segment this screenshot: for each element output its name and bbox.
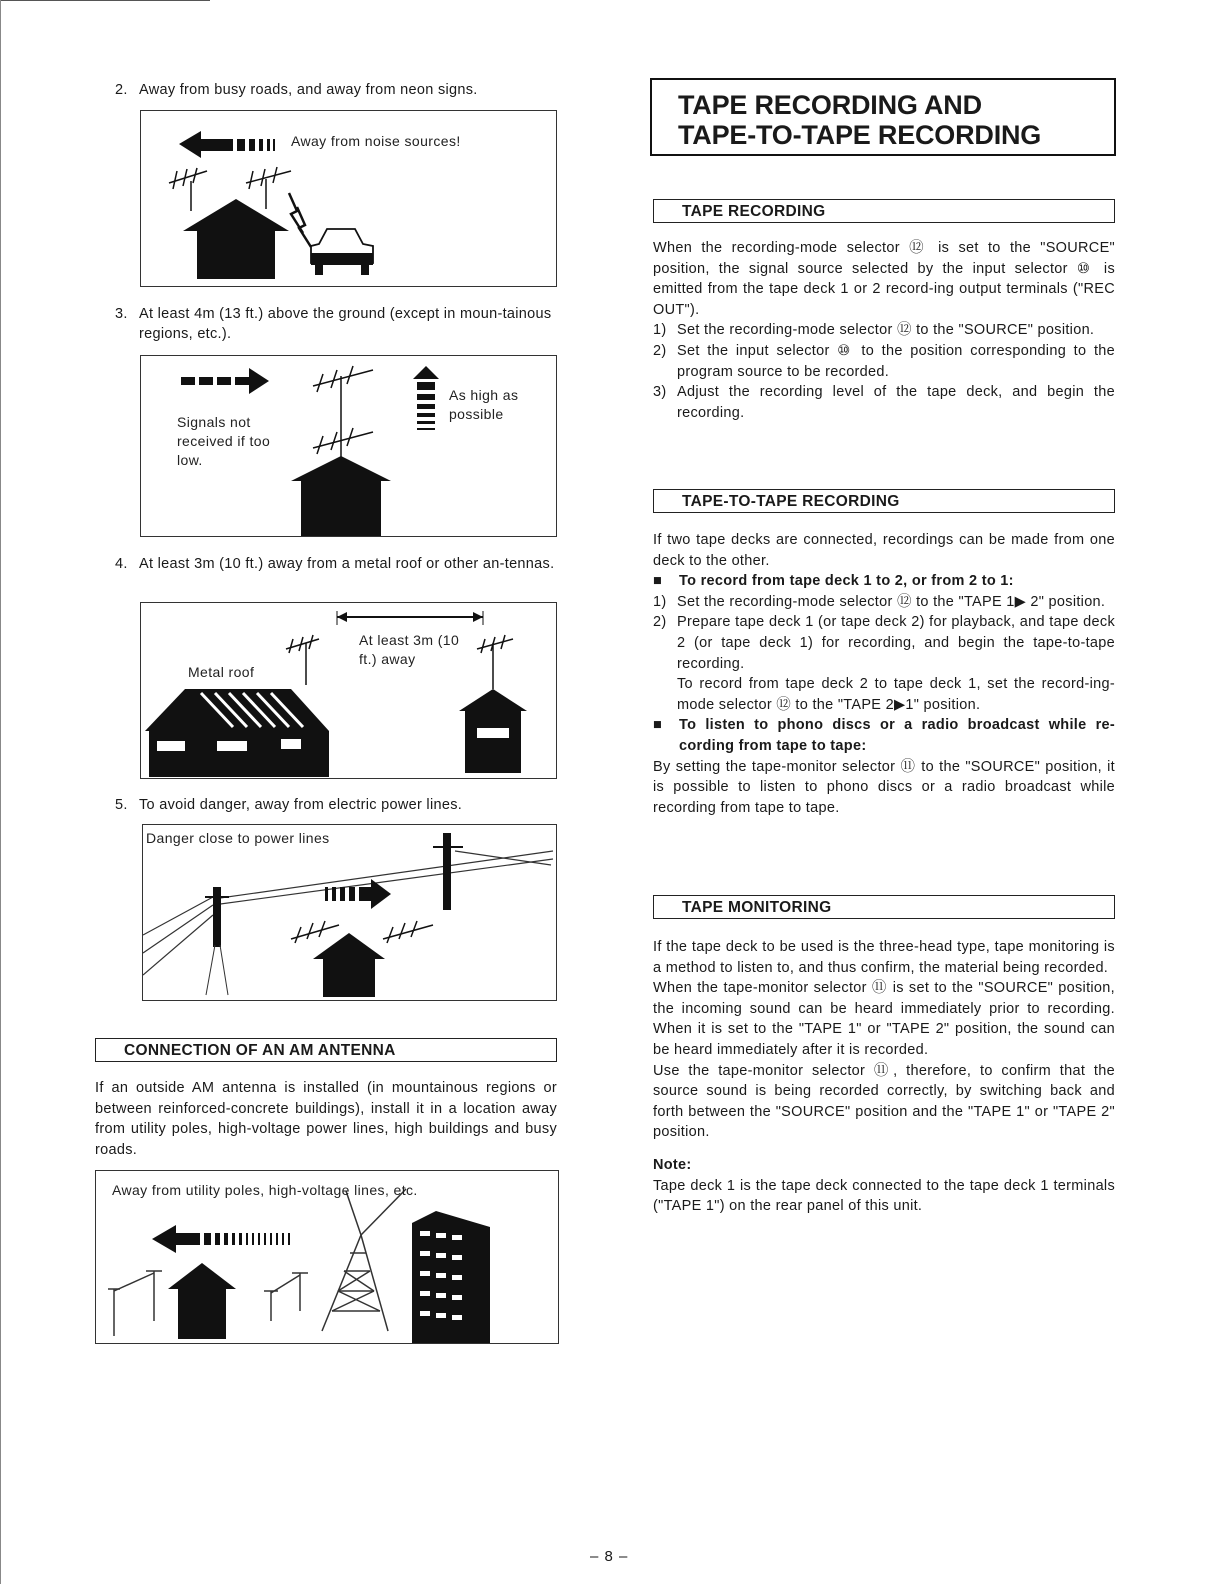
bullet-square-icon: ■ bbox=[653, 717, 663, 734]
bullet-body: By setting the tape-monitor selector ⑪ to the "SOURCE" position, it is possible to listen to phono discs or a radio broadcast while recording from tape to tape. bbox=[653, 758, 1115, 816]
step-number: 3) bbox=[653, 384, 667, 401]
figure-label-too-low: Signals not received if too low. bbox=[177, 414, 271, 468]
step-item bbox=[653, 382, 1115, 423]
item-text: At least 3m (10 ft.) away from a metal roof or other an-tennas. bbox=[139, 556, 555, 572]
figure-label-metal-roof: Metal roof bbox=[188, 664, 255, 680]
bullet-text: To record from tape deck 1 to 2, or from 2 to 1: bbox=[679, 573, 1014, 590]
step-item bbox=[653, 612, 1115, 674]
figure-label-distance: At least 3m (10 ft.) away bbox=[359, 632, 460, 667]
step-extra bbox=[653, 674, 1115, 715]
note-label: Note: bbox=[653, 1156, 692, 1173]
step-item bbox=[653, 341, 1115, 382]
section-heading-tape-to-tape: TAPE-TO-TAPE RECORDING bbox=[653, 489, 1115, 513]
item-text: To avoid danger, away from electric power lines. bbox=[139, 797, 463, 813]
tape-recording-body bbox=[653, 238, 1115, 423]
step-number: 1) bbox=[653, 322, 667, 339]
list-item-3 bbox=[115, 304, 559, 344]
roof-illustration bbox=[141, 603, 556, 778]
figure-utility-poles bbox=[95, 1170, 559, 1344]
step-item bbox=[653, 592, 1115, 613]
monitoring-paragraph-2: When the tape-monitor selector ⑪ is set to the "SOURCE" position, the incoming sound can be heard immediately prior to recording. When it is set to the "TAPE 1" or "TAPE 2" position, the sound can be heard immediately after it is recorded. bbox=[653, 980, 1115, 1058]
tape-to-tape-intro: If two tape decks are connected, recordings can be made from one deck to the other. bbox=[653, 532, 1115, 569]
step-item bbox=[653, 320, 1115, 341]
step-text: Set the recording-mode selector ⑫ to the "TAPE 1▶ 2" position. bbox=[677, 593, 1106, 610]
figure-label: Danger close to power lines bbox=[146, 830, 330, 846]
figure-label-as-high: As high as possible bbox=[449, 387, 519, 422]
step-number: 1) bbox=[653, 593, 667, 610]
step-extra-text: To record from tape deck 2 to tape deck 1, set the record-ing-mode selector ⑫ to the "TAPE 2▶1" position. bbox=[677, 676, 1115, 713]
item-text: Away from busy roads, and away from neon signs. bbox=[139, 82, 478, 98]
list-item-2 bbox=[115, 80, 559, 100]
figure-power-lines bbox=[142, 824, 557, 1001]
am-antenna-paragraph: If an outside AM antenna is installed (in mountainous regions or between reinforced-concrete buildings), install it in a location away from utility poles, high-voltage power lines, high buildings and busy roads. bbox=[95, 1080, 557, 1158]
figure-metal-roof bbox=[140, 602, 557, 779]
figure-label: Away from noise sources! bbox=[291, 133, 461, 149]
section-heading-tape-recording: TAPE RECORDING bbox=[653, 199, 1115, 223]
item-number: 3. bbox=[115, 306, 128, 322]
list-item-5 bbox=[115, 795, 559, 815]
step-text: Prepare tape deck 1 (or tape deck 2) for playback, and tape deck 2 (or tape deck 1) for recording, and begin the tape-to-tape recording. bbox=[677, 614, 1115, 672]
item-text: At least 4m (13 ft.) above the ground (except in moun-tainous regions, etc.). bbox=[139, 306, 552, 342]
power-lines-illustration bbox=[143, 825, 556, 1000]
note-text: Tape deck 1 is the tape deck connected to the tape deck 1 terminals ("TAPE 1") on the rear panel of this unit. bbox=[653, 1177, 1115, 1215]
tape-recording-intro: When the recording-mode selector ⑫ is set to the "SOURCE" position, the signal source selected by the input selector ⑩ is emitted from the tape deck 1 or 2 record-ing output terminals ("REC OUT"). bbox=[653, 240, 1115, 318]
monitoring-paragraph-1: If the tape deck to be used is the three-head type, tape monitoring is a method to listen to, and thus confirm, the material being recorded. bbox=[653, 939, 1115, 976]
page-number: – 8 – bbox=[590, 1548, 629, 1565]
section-heading-tape-monitoring: TAPE MONITORING bbox=[653, 895, 1115, 919]
item-number: 2. bbox=[115, 82, 128, 98]
title-line-2: TAPE-TO-TAPE RECORDING bbox=[678, 120, 1042, 150]
title-line-1: TAPE RECORDING AND bbox=[678, 90, 982, 120]
item-number: 5. bbox=[115, 797, 128, 813]
tape-monitoring-body bbox=[653, 937, 1115, 1217]
step-number: 2) bbox=[653, 614, 667, 631]
scan-edge-line bbox=[0, 0, 210, 1]
step-text: Set the recording-mode selector ⑫ to the "SOURCE" position. bbox=[677, 322, 1095, 339]
bullet-square-icon: ■ bbox=[653, 573, 663, 590]
figure-noise-sources bbox=[140, 110, 557, 287]
step-number: 2) bbox=[653, 342, 667, 359]
tape-to-tape-body bbox=[653, 530, 1115, 818]
section-heading-am-antenna: CONNECTION OF AN AM ANTENNA bbox=[95, 1038, 557, 1062]
item-number: 4. bbox=[115, 556, 128, 572]
figure-antenna-height bbox=[140, 355, 557, 537]
bullet-text: To listen to phono discs or a radio broadcast while re-cording from tape to tape: bbox=[679, 717, 1115, 754]
step-text: Set the input selector ⑩ to the position corresponding to the program source to be recorded. bbox=[677, 342, 1115, 380]
figure-label: Away from utility poles, high-voltage lines, etc. bbox=[112, 1182, 418, 1198]
step-text: Adjust the recording level of the tape deck, and begin the recording. bbox=[677, 384, 1115, 421]
list-item-4 bbox=[115, 554, 559, 574]
monitoring-paragraph-3: Use the tape-monitor selector ⑪, therefore, to confirm that the source sound is being recorded correctly, by switching back and forth between the "SOURCE" position and the "TAPE 1" or "TAPE 2" position. bbox=[653, 1062, 1115, 1141]
bullet-heading bbox=[653, 571, 1115, 592]
scan-edge-left bbox=[0, 0, 1, 1584]
page-title bbox=[650, 78, 1116, 156]
bullet-heading bbox=[653, 715, 1115, 756]
